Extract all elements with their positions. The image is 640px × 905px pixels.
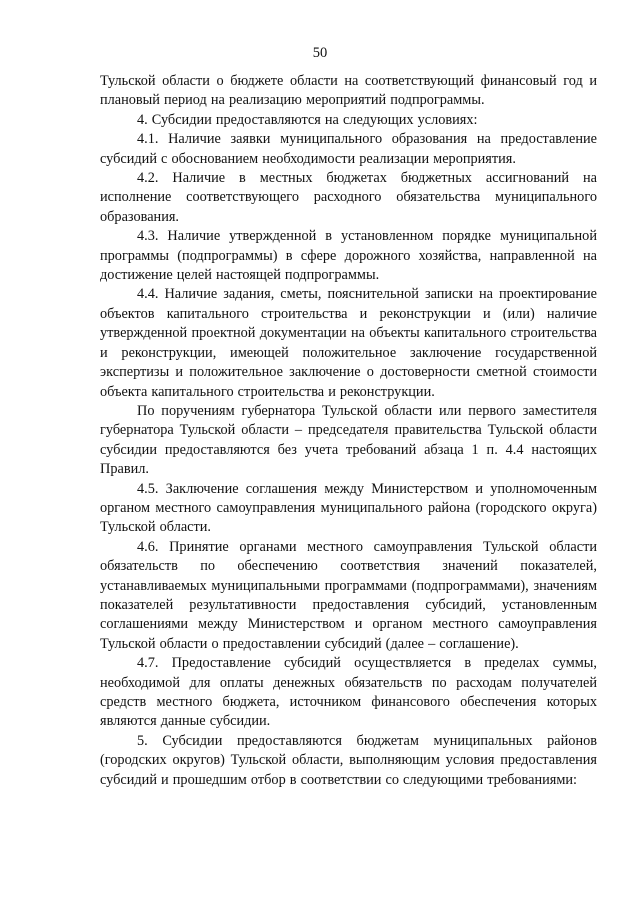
paragraph-5: 5. Субсидии предоставляются бюджетам муниципальных районов (городских округов) Тульской области, выполняющим условия предоставления субсидий и прошедшим отбор в соответствии со следующими требованиями: — [100, 732, 597, 788]
paragraph-4-4: 4.4. Наличие задания, сметы, пояснительной записки на проектирование объектов капитального строительства и реконструкции и (или) наличие утвержденной проектной документации на объекты капитального строительства и реконструкции, имеющей положительное заключение государственной экспертизы и положительное заключение о достоверности сметной стоимости объекта капитального строительства и реконструкции. — [100, 286, 597, 400]
document-body — [100, 72, 597, 790]
paragraph-4-3: 4.3. Наличие утвержденной в установленном порядке муниципальной программы (подпрограммы) в сфере дорожного хозяйства, направленной на достижение целей настоящей подпрограммы. — [100, 228, 597, 284]
paragraph-4-7: 4.7. Предоставление субсидий осуществляется в пределах суммы, необходимой для оплаты денежных обязательств по расходам получателей средств местного бюджета, источником финансового обеспечения которых являются данные субсидии. — [100, 655, 597, 730]
paragraph-4-6: 4.6. Принятие органами местного самоуправления Тульской области обязательств по обеспечению соответствия значений показателей, устанавливаемых муниципальными программами (подпрограммами), значениям показателей результативности предоставления субсидий, установленным соглашениями между Министерством и органом местного самоуправления Тульской области о предоставлении субсидий (далее – соглашение). — [100, 538, 597, 652]
paragraph-4-2: 4.2. Наличие в местных бюджетах бюджетных ассигнований на исполнение соответствующего расходного обязательства муниципального образования. — [100, 170, 597, 225]
paragraph-4-conditions: 4. Субсидии предоставляются на следующих условиях: — [137, 111, 478, 128]
paragraph-4-1: 4.1. Наличие заявки муниципального образования на предоставление субсидий с обоснованием необходимости реализации мероприятия. — [100, 131, 597, 167]
paragraph-4-5: 4.5. Заключение соглашения между Министерством и уполномоченным органом местного самоуправления муниципального района (городского округа) Тульской области. — [100, 480, 597, 536]
paragraph-governor-instructions: По поручениям губернатора Тульской области или первого заместителя губернатора Тульской области – председателя правительства Тульской области субсидии предоставляются без учета требований абзаца 1 п. 4.4 настоящих Правил. — [100, 402, 597, 478]
paragraph-continuation: Тульской области о бюджете области на соответствующий финансовый год и плановый период на реализацию мероприятий подпрограммы. — [100, 73, 597, 109]
page-number: 50 — [312, 45, 328, 61]
